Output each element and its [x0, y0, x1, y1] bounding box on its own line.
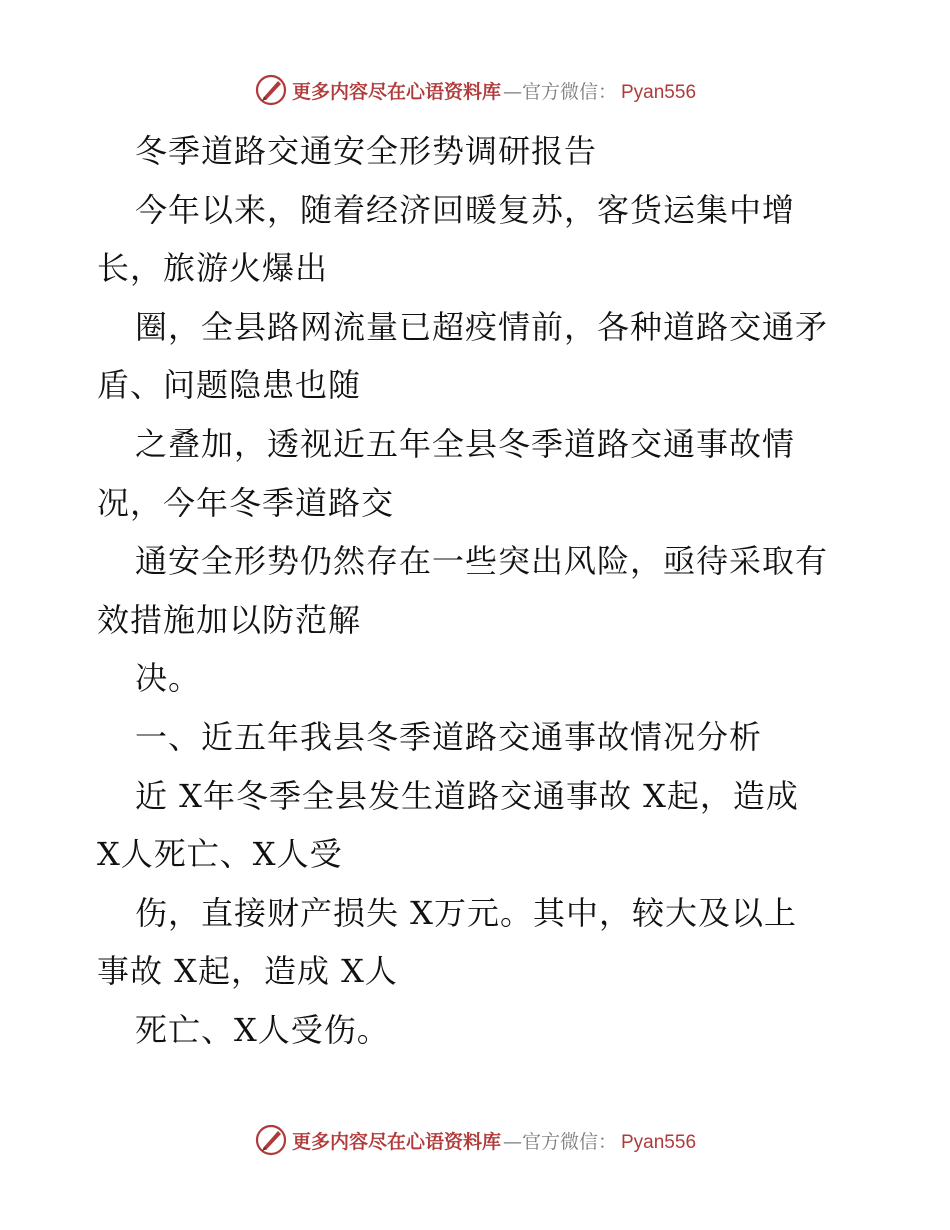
paragraph-line: X人死亡、X人受	[97, 835, 343, 874]
paragraph-line: 况，今年冬季道路交	[97, 483, 395, 522]
banner-official-text: —官方微信：	[502, 80, 617, 103]
paragraph-line: 圈，全县路网流量已超疫情前，各种道路交通矛	[135, 307, 829, 346]
banner-official-text: —官方微信：	[502, 1130, 617, 1153]
banner-text	[292, 77, 696, 104]
paragraph-line: 效措施加以防范解	[97, 600, 362, 639]
banner-main-text: 更多内容尽在心语资料库	[291, 80, 501, 103]
header-banner	[0, 70, 950, 110]
paragraph-line: 死亡、X人受伤。	[135, 1010, 390, 1049]
paragraph-line: 通安全形势仍然存在一些突出风险，亟待采取有	[135, 542, 829, 581]
banner-wechat-id: Pyan556	[621, 1131, 697, 1153]
document-title: 冬季道路交通安全形势调研报告	[135, 132, 598, 170]
paragraph-line: 近 X年冬季全县发生道路交通事故 X起，造成	[135, 776, 799, 815]
document-body	[97, 122, 857, 1060]
paragraph-line: 伤，直接财产损失 X万元。其中，较大及以上	[135, 893, 797, 932]
paragraph-line: 盾、问题隐患也随	[97, 366, 362, 405]
quill-pen-icon	[254, 1123, 288, 1157]
footer-banner	[0, 1120, 950, 1160]
paragraph-line: 今年以来，随着经济回暖复苏，客货运集中增	[135, 190, 796, 229]
banner-text	[292, 1127, 696, 1154]
paragraph-line: 决。	[135, 659, 202, 698]
quill-pen-icon	[254, 73, 288, 107]
paragraph-line: 长，旅游火爆出	[97, 249, 329, 288]
paragraph-line: 事故 X起，造成 X人	[97, 952, 398, 991]
banner-wechat-id: Pyan556	[621, 81, 697, 103]
paragraph-line: 之叠加，透视近五年全县冬季道路交通事故情	[135, 424, 796, 463]
section-heading: 一、近五年我县冬季道路交通事故情况分析	[135, 717, 763, 756]
banner-main-text: 更多内容尽在心语资料库	[291, 1130, 501, 1153]
